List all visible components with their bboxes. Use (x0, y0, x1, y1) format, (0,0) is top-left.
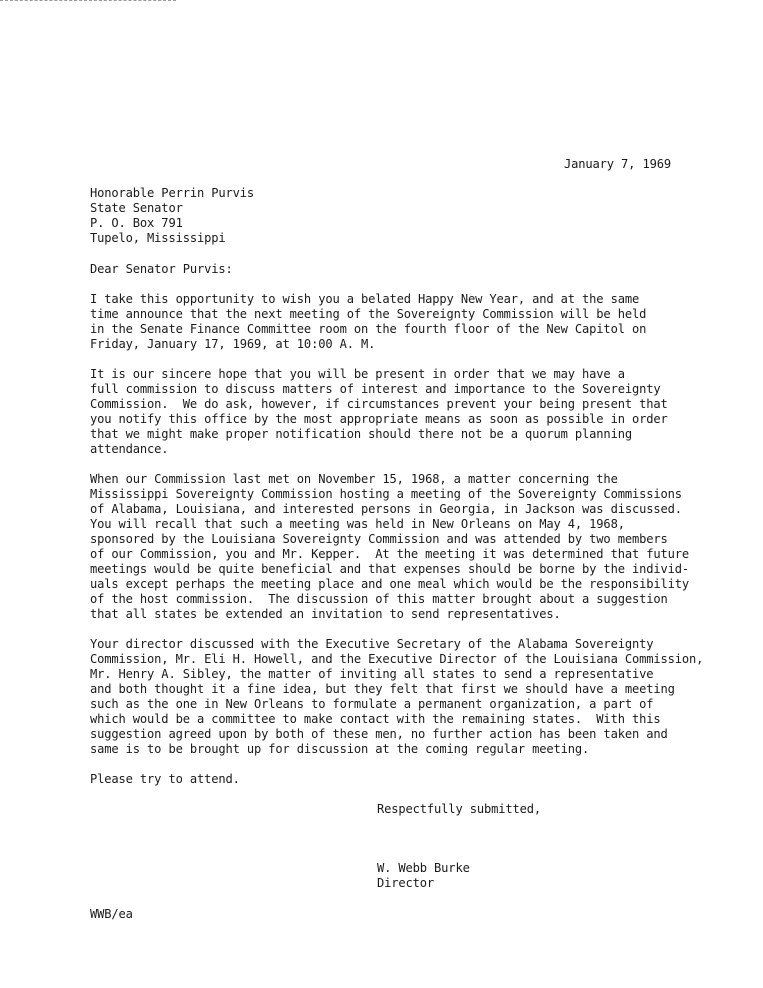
paragraph-line: such as the one in New Orleans to formulate a permanent organization, a part of (90, 697, 654, 711)
paragraph-line: suggestion agreed upon by both of these men, no further action has been taken and (90, 727, 668, 741)
recipient-address-line-1: P. O. Box 791 (90, 216, 183, 230)
paragraph-line: Commission. We do ask, however, if circumstances prevent your being present that (90, 397, 668, 411)
paragraph-line: Friday, January 17, 1969, at 10:00 A. M. (90, 337, 376, 351)
paragraph-line: of Alabama, Louisiana, and interested persons in Georgia, in Jackson was discussed. (90, 502, 682, 516)
paragraph-line: Mr. Henry A. Sibley, the matter of inviting all states to send a representative (90, 667, 654, 681)
paragraph-line: When our Commission last met on November 15, 1968, a matter concerning the (90, 472, 618, 486)
paragraph-line: Commission, Mr. Eli H. Howell, and the Executive Director of the Louisiana Commission, (90, 652, 704, 666)
signer-title: Director (377, 876, 435, 890)
paragraph-line: sponsored by the Louisiana Sovereignty Commission and was attended by two members (90, 532, 668, 546)
paragraph-line: that we might make proper notification should there not be a quorum planning (90, 427, 632, 441)
paragraph-line: meetings would be quite beneficial and that expenses should be borne by the individ- (90, 562, 690, 576)
paragraph-line: time announce that the next meeting of the Sovereignty Commission will be held (90, 307, 647, 321)
recipient-title: State Senator (90, 201, 183, 215)
paragraph-line: of our Commission, you and Mr. Kepper. At the meeting it was determined that future (90, 547, 690, 561)
paragraph-line: of the host commission. The discussion of this matter brought about a suggestion (90, 592, 668, 606)
letter-date: January 7, 1969 (564, 157, 671, 171)
paragraph-line: uals except perhaps the meeting place and one meal which would be the responsibility (90, 577, 690, 591)
paragraph-line: attendance. (90, 442, 169, 456)
paragraph-line: It is our sincere hope that you will be present in order that we may have a (90, 367, 625, 381)
paragraph-line: and both thought it a fine idea, but they felt that first we should have a meeting (90, 682, 675, 696)
reference-initials: WWB/ea (90, 907, 133, 921)
paragraph-line: which would be a committee to make contact with the remaining states. With this (90, 712, 661, 726)
paragraph-line: full commission to discuss matters of interest and importance to the Sovereignty (90, 382, 661, 396)
paragraph-line: Mississippi Sovereignty Commission hosting a meeting of the Sovereignty Commissions (90, 487, 682, 501)
signer-name: W. Webb Burke (377, 861, 470, 875)
paragraph-line: in the Senate Finance Committee room on the fourth floor of the New Capitol on (90, 322, 647, 336)
recipient-name: Honorable Perrin Purvis (90, 186, 255, 200)
paragraph-line: Your director discussed with the Executive Secretary of the Alabama Sovereignty (90, 637, 654, 651)
paragraph-line: same is to be brought up for discussion at the coming regular meeting. (90, 742, 590, 756)
salutation: Dear Senator Purvis: (90, 262, 233, 276)
complimentary-closing: Respectfully submitted, (377, 802, 542, 816)
recipient-address-line-2: Tupelo, Mississippi (90, 231, 226, 245)
paragraph-line: that all states be extended an invitation to send representatives. (90, 607, 561, 621)
paragraph-line: I take this opportunity to wish you a belated Happy New Year, and at the same (90, 292, 640, 306)
paragraph-line: You will recall that such a meeting was held in New Orleans on May 4, 1968, (90, 517, 625, 531)
paragraph-line: you notify this office by the most appropriate means as soon as possible in order (90, 412, 668, 426)
attendance-request: Please try to attend. (90, 772, 240, 786)
